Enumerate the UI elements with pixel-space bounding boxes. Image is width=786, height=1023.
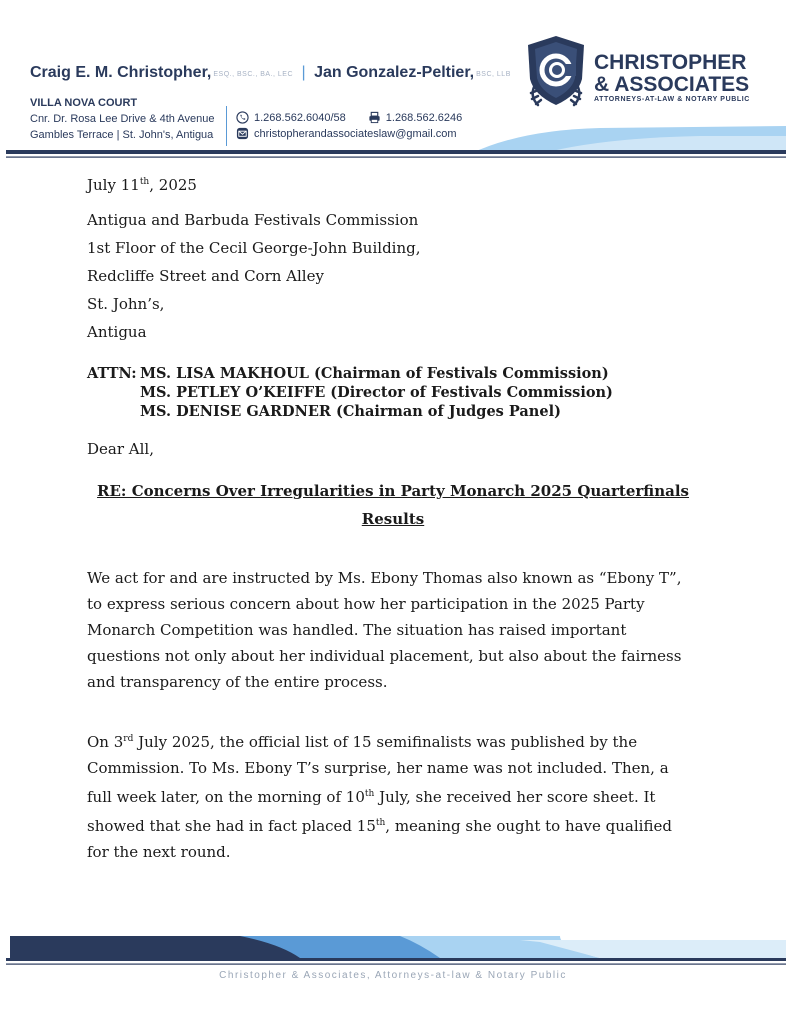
subject-line-1: RE: Concerns Over Irregularities in Party Monarch 2025 Quarterfinals: [97, 482, 689, 500]
paragraph-1: [87, 565, 681, 695]
recipient-line: Antigua and Barbuda Festivals Commission: [87, 211, 419, 229]
attn-recipient: MS. LISA MAKHOUL (Chairman of Festivals Commission): [140, 365, 609, 382]
firm-tagline: ATTORNEYS-AT-LAW & NOTARY PUBLIC: [594, 96, 750, 103]
paragraph-line: Monarch Competition was handled. The situation has raised important: [87, 621, 627, 639]
footer-wave: [0, 928, 786, 968]
attorney-credentials-2: BSC, LLB: [476, 71, 511, 78]
recipient-line: Antigua: [87, 323, 147, 341]
attorney-name-1: Craig E. M. Christopher,: [30, 64, 212, 81]
paragraph-line: On 3rd July 2025, the official list of 15 semifinalists was published by the: [87, 733, 638, 751]
paragraph-line: for the next round.: [87, 843, 231, 861]
email-address[interactable]: christopherandassociateslaw@gmail.com: [254, 127, 457, 140]
address-line-1: Cnr. Dr. Rosa Lee Drive & 4th Avenue: [30, 113, 215, 125]
recipient-line: 1st Floor of the Cecil George-John Building,: [87, 239, 421, 257]
firm-name-line-2: & ASSOCIATES: [594, 73, 750, 96]
recipient-line: Redcliffe Street and Corn Alley: [87, 267, 324, 285]
attn-recipient: MS. PETLEY O’KEIFFE (Director of Festivals Commission): [140, 384, 613, 401]
name-separator: |: [301, 64, 306, 81]
paragraph-line: full week later, on the morning of 10th July, she received her score sheet. It: [87, 788, 656, 806]
attorney-credentials-1: ESQ., BSC., BA., LEC: [213, 71, 293, 78]
letter-date: July 11th, 2025: [87, 176, 197, 194]
attn-label: ATTN:: [87, 365, 137, 382]
fax-number: 1.268.562.6246: [385, 111, 463, 124]
paragraph-line: and transparency of the entire process.: [87, 673, 388, 691]
footer-text: Christopher & Associates, Attorneys-at-law & Notary Public: [219, 970, 567, 981]
address-line-2: Gambles Terrace | St. John's, Antigua: [30, 129, 214, 141]
recipient-line: St. John’s,: [87, 295, 165, 313]
paragraph-line: Commission. To Ms. Ebony T’s surprise, her name was not included. Then, a: [87, 759, 669, 777]
paragraph-line: questions not only about her individual placement, but also about the fairness: [87, 647, 682, 665]
header-wave: [0, 112, 786, 164]
paragraph-2: [87, 726, 672, 865]
salutation: Dear All,: [87, 440, 154, 458]
attn-recipient: MS. DENISE GARDNER (Chairman of Judges Panel): [140, 403, 561, 420]
attorney-name-2: Jan Gonzalez-Peltier,: [314, 64, 475, 81]
letterhead-names: [30, 64, 511, 82]
shield-laurel-logo-icon: [524, 33, 588, 113]
paragraph-line: showed that she had in fact placed 15th, meaning she ought to have qualified: [87, 817, 672, 835]
court-name: VILLA NOVA COURT: [30, 97, 138, 109]
paragraph-line: We act for and are instructed by Ms. Ebony Thomas also known as “Ebony T”,: [87, 569, 682, 587]
firm-name-line-1: CHRISTOPHER: [594, 51, 747, 74]
phone-number: 1.268.562.6040/58: [254, 111, 346, 124]
paragraph-line: to express serious concern about how her participation in the 2025 Party: [87, 595, 645, 613]
subject-line-2: Results: [361, 510, 425, 528]
